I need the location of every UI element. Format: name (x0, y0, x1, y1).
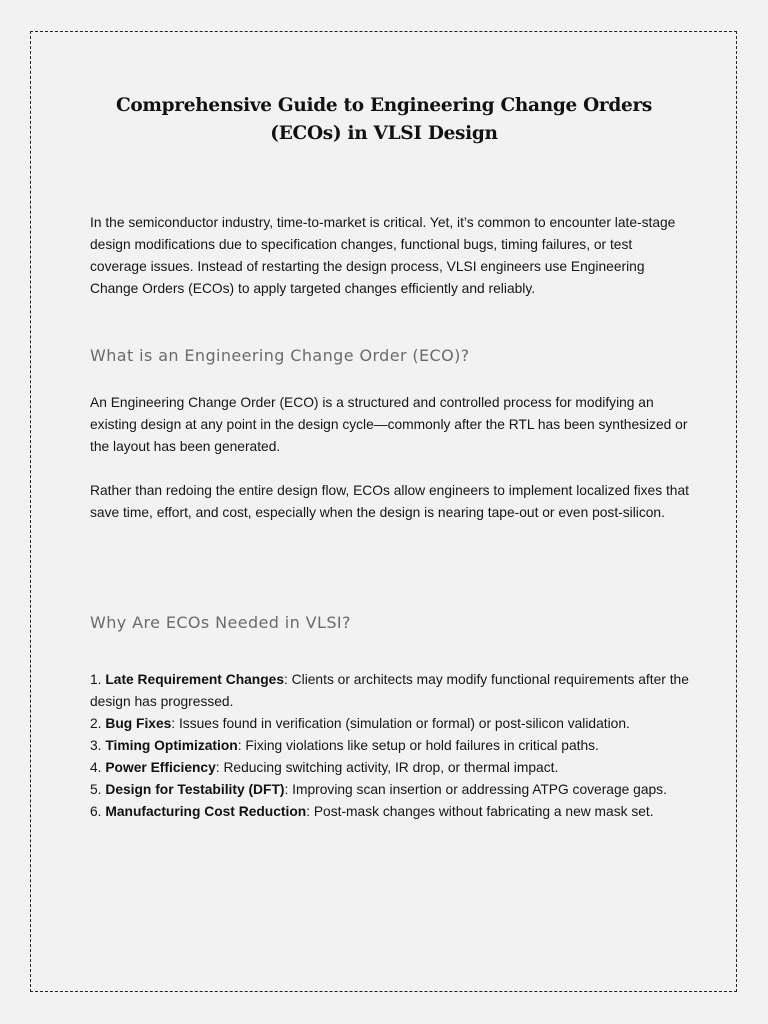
section-heading-why-ecos: Why Are ECOs Needed in VLSI? (90, 613, 351, 632)
eco-reasons-list (90, 669, 690, 823)
list-item-term: Timing Optimization (105, 738, 238, 753)
list-item-term: Late Requirement Changes (105, 672, 284, 687)
list-item-number: 3. (90, 738, 102, 753)
list-item-number: 5. (90, 782, 102, 797)
list-item (90, 735, 690, 757)
list-item-text: : Improving scan insertion or addressing ATPG coverage gaps. (284, 782, 667, 797)
list-item (90, 779, 690, 801)
list-item (90, 713, 690, 735)
list-item-term: Power Efficiency (105, 760, 216, 775)
eco-benefits-paragraph: Rather than redoing the entire design flow, ECOs allow engineers to implement localized fixes that save time, effort, and cost, especially when the design is nearing tape-out or even post-silicon. (90, 483, 689, 520)
list-item-text: : Reducing switching activity, IR drop, or thermal impact. (215, 760, 559, 775)
list-item-term: Manufacturing Cost Reduction (105, 804, 307, 819)
list-item-number: 4. (90, 760, 102, 775)
list-item-text: : Clients or architects may modify functional requirements after the design has progressed. (90, 672, 689, 709)
list-item-term: Design for Testability (DFT) (105, 782, 285, 797)
document-title: Comprehensive Guide to Engineering Change Orders (ECOs) in VLSI Design (115, 95, 653, 144)
list-item-text: : Post-mask changes without fabricating a new mask set. (306, 804, 654, 819)
list-item (90, 669, 690, 713)
intro-paragraph: In the semiconductor industry, time-to-market is critical. Yet, it’s common to encounter late-stage design modifications due to specification changes, functional bugs, timing failures, or test coverage issues. Instead of restarting the design process, VLSI engineers use Engineering Change Orders (ECOs) to apply targeted changes efficiently and reliably. (90, 215, 676, 296)
list-item-number: 1. (90, 672, 102, 687)
list-item-text: : Fixing violations like setup or hold failures in critical paths. (237, 738, 599, 753)
section-heading-what-is-eco: What is an Engineering Change Order (ECO)? (90, 346, 470, 365)
list-item-number: 6. (90, 804, 102, 819)
list-item-text: : Issues found in verification (simulation or formal) or post-silicon validation. (171, 716, 630, 731)
eco-definition-paragraph: An Engineering Change Order (ECO) is a structured and controlled process for modifying an existing design at any point in the design cycle—commonly after the RTL has been synthesized or the layout has been generated. (90, 395, 688, 454)
list-item (90, 801, 690, 823)
list-item-term: Bug Fixes (105, 716, 172, 731)
list-item-number: 2. (90, 716, 102, 731)
list-item (90, 757, 690, 779)
